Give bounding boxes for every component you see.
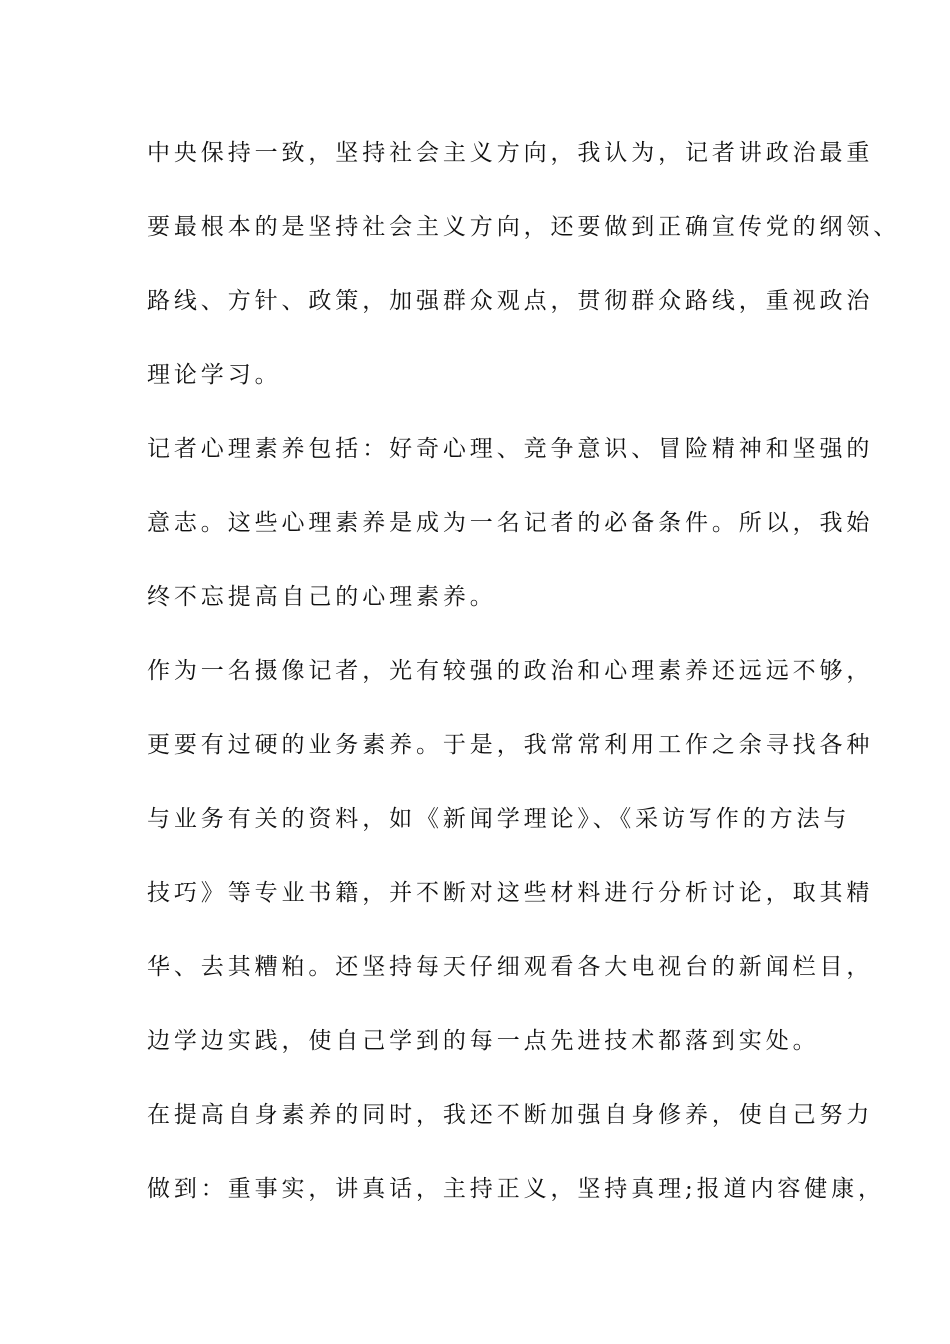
text-line: 要最根本的是坚持社会主义方向，还要做到正确宣传党的纲领、 — [147, 214, 901, 240]
text-line: 理论学习。 — [147, 362, 282, 388]
text-line: 路线、方针、政策，加强群众观点，贯彻群众路线，重视政治 — [147, 288, 874, 314]
text-line: 技巧》等专业书籍，并不断对这些材料进行分析讨论，取其精 — [147, 880, 874, 906]
text-line: 中央保持一致，坚持社会主义方向，我认为，记者讲政治最重 — [147, 140, 874, 166]
text-line: 记者心理素养包括：好奇心理、竞争意识、冒险精神和坚强的 — [147, 436, 874, 462]
text-line: 更要有过硬的业务素养。于是，我常常利用工作之余寻找各种 — [147, 732, 874, 758]
text-line: 在提高自身素养的同时，我还不断加强自身修养，使自己努力 — [147, 1102, 874, 1128]
text-line: 意志。这些心理素养是成为一名记者的必备条件。所以，我始 — [147, 510, 874, 536]
text-line: 华、去其糟粕。还坚持每天仔细观看各大电视台的新闻栏目， — [147, 954, 874, 980]
text-line: 作为一名摄像记者，光有较强的政治和心理素养还远远不够， — [147, 658, 874, 684]
text-line: 终不忘提高自己的心理素养。 — [147, 584, 497, 610]
text-line: 做到：重事实，讲真话，主持正义，坚持真理;报道内容健康， — [147, 1176, 885, 1202]
text-line: 边学边实践，使自己学到的每一点先进技术都落到实处。 — [147, 1028, 820, 1054]
text-line: 与业务有关的资料，如《新闻学理论》、《采访写作的方法与 — [147, 806, 851, 832]
